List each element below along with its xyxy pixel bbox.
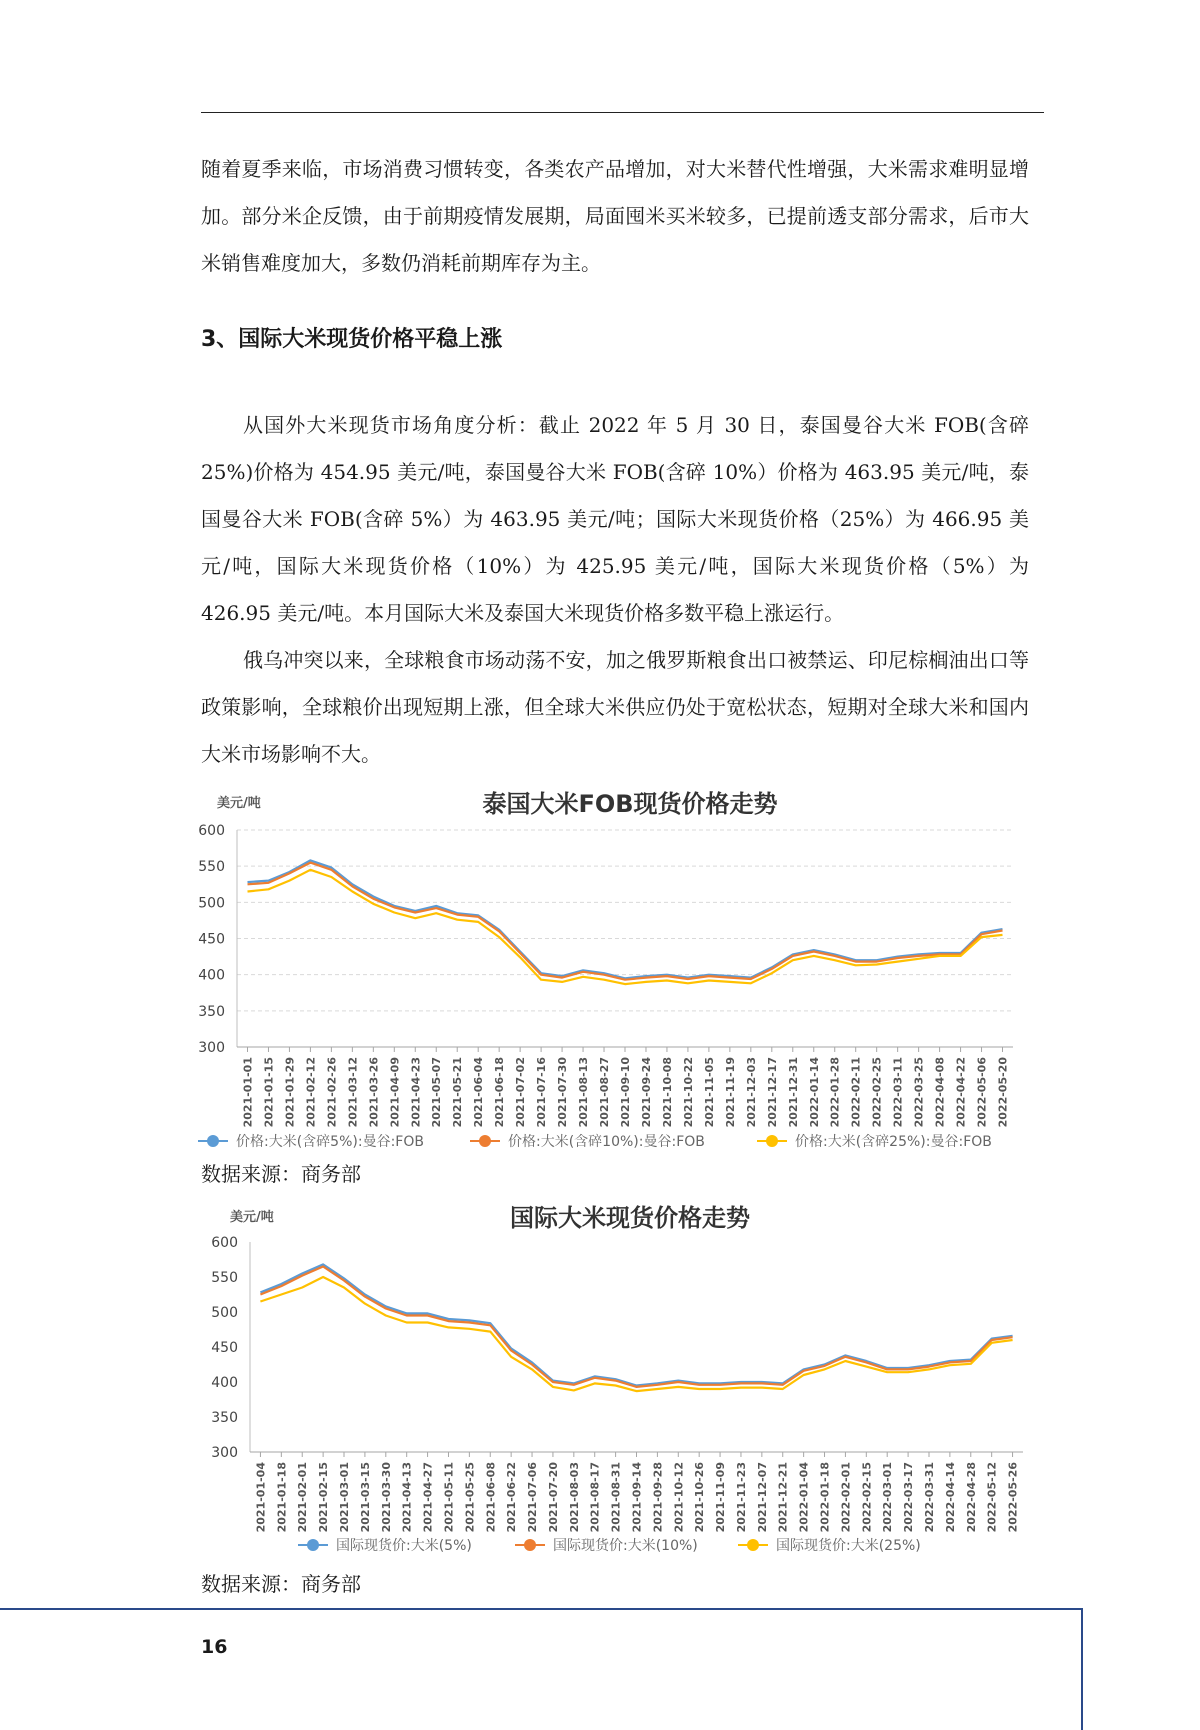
legend-marker [479,1135,491,1147]
legend-marker [524,1539,536,1551]
paragraph-1: 随着夏季来临，市场消费习惯转变，各类农产品增加，对大米替代性增强，大米需求难明显增加。部分米企反馈，由于前期疫情发展期，局面囤米买米较多，已提前透支部分需求，后市大米销售难度加大，多数仍消耗前期库存为主。 [201,157,1029,275]
x-tick-label: 2021-12-17 [765,1057,779,1128]
y-tick-label: 300 [211,1445,238,1461]
y-tick-label: 350 [211,1410,238,1426]
x-tick-label: 2021-10-08 [660,1057,674,1128]
x-tick-label: 2021-11-09 [714,1462,728,1533]
x-tick-label: 2022-05-06 [975,1057,989,1128]
legend-label: 价格:大米(含碎25%):曼谷:FOB [795,1134,992,1150]
y-tick-label: 600 [198,823,225,839]
legend-marker [747,1539,759,1551]
y-tick-label: 500 [211,1305,238,1321]
x-tick-label: 2021-07-16 [535,1057,549,1128]
legend-label: 国际现货价:大米(10%) [553,1538,698,1554]
x-tick-label: 2021-09-24 [639,1057,653,1128]
legend-marker [207,1135,219,1147]
x-tick-label: 2021-04-13 [400,1462,414,1533]
x-tick-label: 2021-08-03 [567,1462,581,1533]
x-tick-label: 2022-02-11 [849,1057,863,1128]
series-line-3 [248,870,1003,984]
y-tick-label: 550 [211,1270,238,1286]
x-tick-label: 2021-09-14 [630,1462,644,1533]
x-tick-label: 2021-07-06 [526,1462,540,1533]
x-tick-label: 2022-01-18 [818,1462,832,1533]
x-tick-label: 2021-09-28 [651,1462,665,1533]
x-tick-label: 2021-05-11 [442,1462,456,1533]
header-rule [201,112,1044,113]
x-tick-label: 2021-04-23 [409,1057,423,1128]
x-tick-label: 2022-01-14 [807,1057,821,1128]
chart-thai-fob-svg [190,785,1030,1155]
page-number: 16 [201,1636,228,1658]
x-tick-label: 2021-05-21 [451,1057,465,1128]
x-tick-label: 2022-04-14 [943,1462,957,1533]
y-tick-label: 350 [198,1003,225,1020]
x-tick-label: 2021-02-15 [317,1462,331,1533]
x-tick-label: 2021-06-08 [484,1462,498,1533]
x-tick-label: 2021-09-10 [619,1057,632,1128]
x-tick-label: 2022-05-26 [1006,1462,1020,1533]
chart-intl-spot [190,1197,1030,1559]
x-tick-label: 2021-01-01 [241,1057,255,1128]
y-tick-label: 400 [211,1375,238,1391]
legend-label: 国际现货价:大米(5%) [336,1538,472,1554]
x-tick-label: 2021-11-05 [702,1057,716,1128]
legend-label: 国际现货价:大米(25%) [776,1538,921,1554]
x-tick-label: 2021-12-07 [755,1462,769,1533]
x-tick-label: 2021-05-07 [430,1057,444,1128]
x-tick-label: 2021-02-01 [296,1462,310,1533]
x-tick-label: 2022-01-28 [828,1057,842,1128]
legend-label: 价格:大米(含碎10%):曼谷:FOB [508,1134,705,1150]
x-tick-label: 2021-04-09 [388,1057,402,1128]
x-tick-label: 2022-03-17 [902,1462,916,1533]
x-tick-label: 2021-06-22 [505,1462,519,1533]
x-tick-label: 2021-08-13 [577,1057,591,1128]
y-tick-label: 300 [198,1040,225,1056]
chart-title: 国际大米现货价格走势 [510,1204,750,1232]
y-axis-unit-label: 美元/吨 [230,1210,274,1225]
x-tick-label: 2021-11-19 [723,1057,737,1128]
x-tick-label: 2021-12-03 [744,1057,758,1128]
footer-frame [0,1608,1083,1730]
chart-title: 泰国大米FOB现货价格走势 [482,790,778,818]
x-tick-label: 2022-02-25 [870,1057,884,1128]
series-line-1 [260,1264,1012,1385]
legend-marker [766,1135,778,1147]
x-tick-label: 2022-03-25 [912,1057,926,1128]
source-note-1: 数据来源：商务部 [201,1162,361,1186]
x-tick-label: 2021-03-26 [367,1057,381,1128]
series-line-2 [260,1267,1012,1387]
x-tick-label: 2021-01-18 [275,1462,289,1533]
y-tick-label: 400 [198,967,225,984]
source-note-2: 数据来源：商务部 [201,1572,361,1596]
chart-intl-spot-svg [190,1197,1030,1559]
y-axis-unit-label: 美元/吨 [217,796,261,811]
x-tick-label: 2022-04-08 [933,1057,947,1128]
x-tick-label: 2021-10-12 [672,1462,686,1533]
x-tick-label: 2021-08-27 [598,1057,612,1128]
x-tick-label: 2022-03-11 [891,1057,905,1128]
x-tick-label: 2022-05-12 [985,1462,999,1533]
x-tick-label: 2021-01-15 [262,1057,276,1128]
x-tick-label: 2021-03-01 [338,1462,352,1533]
x-tick-label: 2022-02-01 [839,1462,853,1533]
x-tick-label: 2021-12-31 [786,1057,800,1128]
x-tick-label: 2021-03-30 [379,1462,393,1533]
x-tick-label: 2021-08-31 [609,1462,623,1533]
x-tick-label: 2021-01-29 [283,1057,297,1128]
section-heading: 3、国际大米现货价格平稳上涨 [201,327,503,352]
legend-marker [307,1539,319,1551]
paragraph-2: 从国外大米现货市场角度分析：截止 2022 年 5 月 30 日，泰国曼谷大米 FOB(含碎 25%)价格为 454.95 美元/吨，泰国曼谷大米 FOB(含碎 10%）价格为 463.95 美元/吨，泰国曼谷大米 FOB(含碎 5%）为 463.95 美元/吨；国际大米现货价格（25%）为 466.95 美元/吨，国际大米现货价格（10%）为 425.95 美元/吨，国际大米现货价格（5%）为 426.95 美元/吨。本月国际大米及泰国大米现货价格多数平稳上涨运行。 [201,413,1029,625]
series-line-3 [260,1277,1012,1391]
y-tick-label: 600 [211,1235,238,1251]
x-tick-label: 2021-10-22 [681,1057,695,1128]
x-tick-label: 2021-07-30 [556,1057,570,1128]
x-tick-label: 2021-03-12 [346,1057,360,1128]
x-tick-label: 2021-06-18 [493,1057,507,1128]
x-tick-label: 2021-11-23 [734,1462,748,1533]
x-tick-label: 2021-03-15 [358,1462,372,1533]
x-tick-label: 2022-01-04 [797,1462,811,1533]
y-tick-label: 450 [198,931,225,948]
x-tick-label: 2021-08-17 [588,1462,602,1533]
x-tick-label: 2021-02-26 [325,1057,339,1128]
x-tick-label: 2021-07-20 [546,1462,560,1533]
x-tick-label: 2021-07-02 [514,1057,528,1128]
x-tick-label: 2021-04-27 [421,1462,435,1533]
x-tick-label: 2022-03-31 [922,1462,936,1533]
series-line-1 [248,860,1003,978]
x-tick-label: 2021-10-26 [693,1462,707,1533]
x-tick-label: 2022-05-20 [996,1057,1010,1128]
y-tick-label: 450 [211,1340,238,1356]
paragraph-3: 俄乌冲突以来，全球粮食市场动荡不安，加之俄罗斯粮食出口被禁运、印尼棕榈油出口等政策影响，全球粮价出现短期上涨，但全球大米供应仍处于宽松状态，短期对全球大米和国内大米市场影响不大。 [201,648,1029,766]
x-tick-label: 2022-03-01 [881,1462,895,1533]
x-tick-label: 2022-02-15 [860,1462,874,1533]
x-tick-label: 2021-06-04 [472,1057,486,1128]
chart-thai-fob [190,785,1030,1155]
legend-label: 价格:大米(含碎5%):曼谷:FOB [236,1134,424,1150]
x-tick-label: 2022-04-28 [964,1462,978,1533]
y-tick-label: 500 [198,895,225,912]
y-tick-label: 550 [198,859,225,876]
x-tick-label: 2021-02-12 [304,1057,318,1128]
x-tick-label: 2021-12-21 [776,1462,790,1533]
x-tick-label: 2021-01-04 [254,1462,268,1533]
x-tick-label: 2022-04-22 [954,1057,968,1128]
x-tick-label: 2021-05-25 [463,1462,477,1533]
